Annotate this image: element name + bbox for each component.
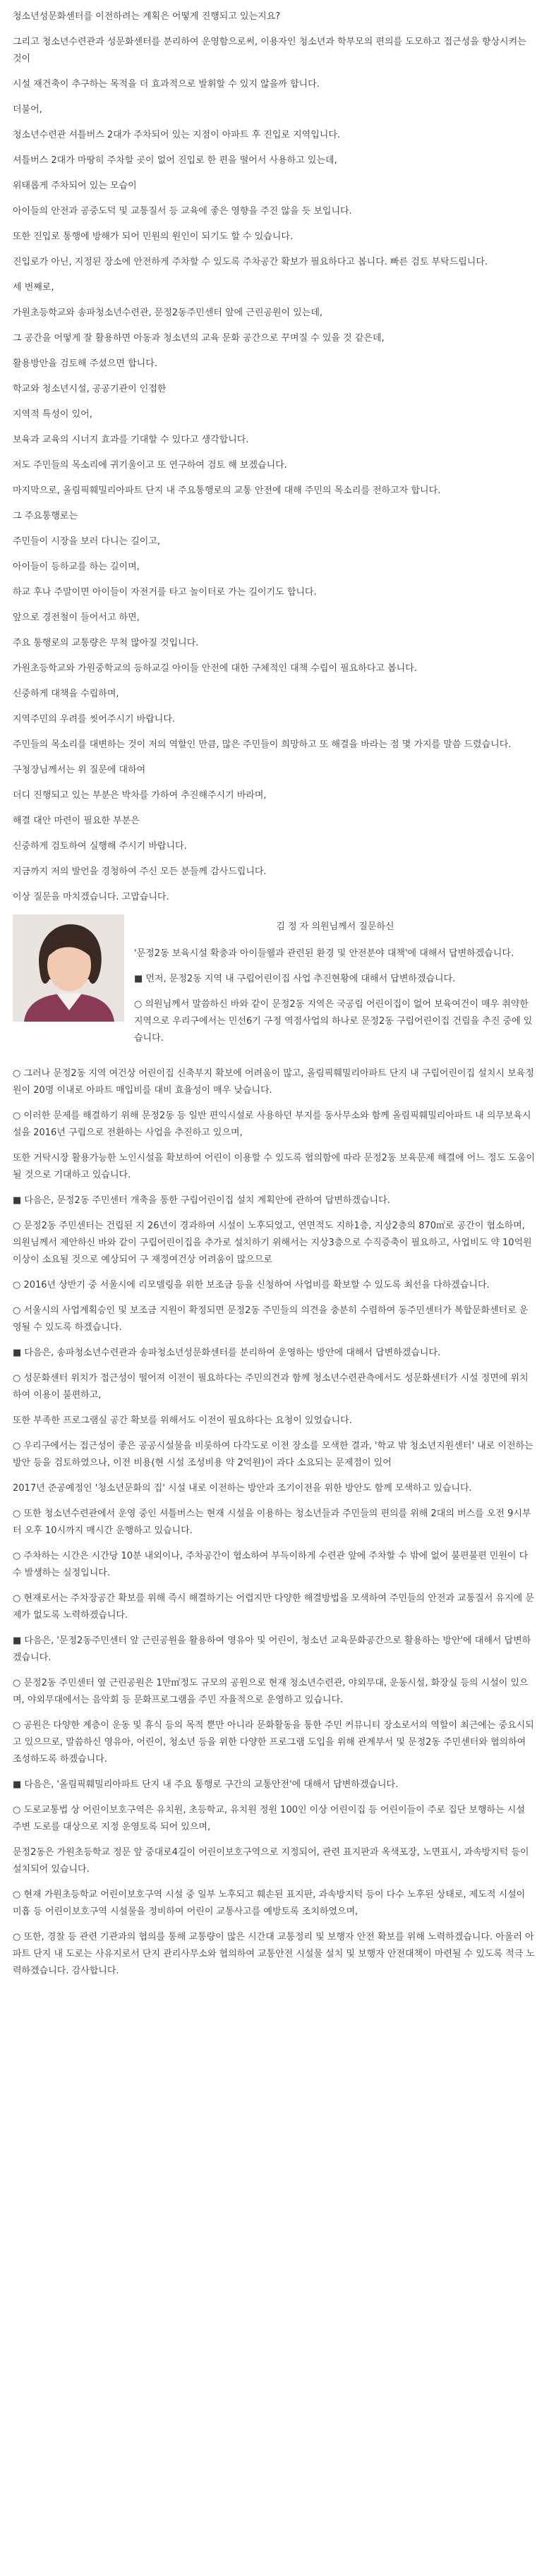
speaker-name: 김 정 자 의원님께서 질문하신 <box>276 921 394 932</box>
paragraph: ○ 문정2동 주민센터 옆 근린공원은 1만㎡정도 규모의 공원으로 현재 청소년수련관, 야외무대, 운동시설, 화장실 등의 시설이 있으며, 야외무대에서는 음악회 등 문화프로그램을 주민 자율적으로 운영하고 있습니다. <box>13 1678 529 1705</box>
paragraph: 가원초등학교와 송파청소년수련관, 문정2동주민센터 앞에 근린공원이 있는데, <box>13 308 323 318</box>
paragraph: 아이들이 등하교를 하는 길이며, <box>13 562 140 572</box>
paragraph: 학교와 청소년시설, 공공기관이 인접한 <box>13 384 167 394</box>
paragraph: 주요 통행로의 교통량은 무척 많아질 것입니다. <box>13 638 199 648</box>
paragraph: 그 공간을 어떻게 잘 활용하면 아동과 청소년의 교육 문화 공간으로 꾸며질 수 있을 것 같은데, <box>13 333 385 344</box>
question-section <box>13 8 536 906</box>
paragraph: 지역적 특성이 있어, <box>13 409 92 420</box>
paragraph: 주민들이 시장을 보러 다니는 길이고, <box>13 536 161 547</box>
paragraph: 또한 거탁시장 활용가능한 노인시설을 확보하여 어린이 이용할 수 있도록 협의함에 따라 문정2동 보육문제 해결에 어느 정도 도움이 될 것으로 기대하고 있습니다. <box>13 1153 535 1180</box>
paragraph: ○ 그러나 문정2동 지역 여건상 어린이집 신축부지 확보에 어려움이 많고, 올림픽훼밀리아파트 단지 내 구립어린이집 설치시 보육정원이 20명 이내로 아파트 매입비를 대비 효율성이 매우 낮습니다. <box>13 1068 534 1096</box>
paragraph: ○ 현재로서는 주차장공간 확보를 위해 즉시 해결하기는 어렵지만 다양한 해결방법을 모색하여 주민들의 안전과 교통질서 유지에 문제가 없도록 노력하겠습니다. <box>13 1593 534 1621</box>
paragraph: 주민들의 목소리를 대변하는 것이 저의 역할인 만큼, 많은 주민들이 희망하고 또 해결을 바라는 점 몇 가지를 말씀 드렸습니다. <box>13 739 512 750</box>
paragraph: ○ 성문화센터 위치가 접근성이 떨어져 이전이 필요하다는 주민의견과 함께 청소년수련관측에서도 성문화센터가 시설 정면에 위치하여 이용이 불편하고, <box>13 1373 529 1401</box>
paragraph: 앞으로 경전철이 들어서고 하면, <box>13 612 140 623</box>
paragraph: ○ 이러한 문제를 해결하기 위해 문정2동 등 일반 편익시설로 사용하던 부지를 동사무소와 함께 올림픽훼밀리아파트 내 의무보육시설을 2016년 구립으로 전환하는 사업을 추진하고 있으며, <box>13 1111 531 1138</box>
paragraph: ■ 다음은, '올림픽훼밀리아파트 단지 내 주요 통행로 구간의 교통안전'에 대해서 답변하겠습니다. <box>13 1779 399 1790</box>
paragraph: 청소년수련관 셔틀버스 2대가 주차되어 있는 지점이 아파트 후 진입로 지역입니다. <box>13 130 341 140</box>
paragraph: 더불어, <box>13 104 42 115</box>
paragraph: 활용방안을 검토해 주셨으면 합니다. <box>13 358 157 369</box>
speaker-info <box>134 914 536 1056</box>
paragraph: 신중하게 검토하여 실행해 주시기 바랍니다. <box>13 841 187 852</box>
paragraph: 신중하게 대책을 수립하며, <box>13 689 119 699</box>
answer-section <box>13 1065 536 1980</box>
paragraph: ○ 공원은 다양한 계층이 운동 및 휴식 등의 목적 뿐만 아니라 문화활동을 통한 주민 커뮤니티 장소로서의 역할이 최근에는 중요시되고 있으므로, 말씀하신 영유아, 어린이, 청소년 등을 위한 다양한 프로그램 도입을 위해 관계부서 및 문정2동 주민센터와 협의하여 조성하도록 하겠습니다. <box>13 1720 534 1765</box>
paragraph: 그리고 청소년수련관과 성문화센터를 분리하여 운영함으로써, 이용자인 청소년과 학부모의 편의를 도모하고 접근성을 향상시켜는 것이 <box>13 37 526 64</box>
speaker-section <box>13 914 536 1056</box>
paragraph: ○ 서울시의 사업계획승인 및 보조금 지원이 확정되면 문정2동 주민들의 의견을 충분히 수렴하여 동주민센터가 복합문화센터로 운영될 수 있도록 하겠습니다. <box>13 1305 529 1333</box>
paragraph: 또한 부족한 프로그램실 공간 확보를 위해서도 이전이 필요하다는 요청이 있었습니다. <box>13 1415 352 1426</box>
paragraph: ○ 도로교통법 상 어린이보호구역은 유치원, 초등학교, 유치원 정원 100인 이상 어린이집 등 어린이들이 주로 집단 보행하는 시설 주변 도로를 대상으로 지정 운영토록 되어 있으며, <box>13 1805 525 1832</box>
paragraph: ■ 다음은, 송파청소년수련관과 송파청소년성문화센터를 분리하여 운영하는 방안에 대해서 답변하겠습니다. <box>13 1348 441 1358</box>
paragraph: 시설 재건축이 추구하는 목적을 더 효과적으로 발휘할 수 있지 않을까 합니다. <box>13 79 320 90</box>
paragraph: 보육과 교육의 시너지 효과를 기대할 수 있다고 생각합니다. <box>13 435 249 445</box>
paragraph: 마지막으로, 올림픽훼밀리아파트 단지 내 주요통행로의 교통 안전에 대해 주민의 목소리를 전하고자 합니다. <box>13 485 441 496</box>
paragraph: 진입로가 아닌, 지정된 장소에 안전하게 주차할 수 있도록 주차공간 확보가 필요하다고 봅니다. 빠른 검토 부탁드립니다. <box>13 257 488 267</box>
paragraph: 지역주민의 우려를 씻어주시기 바랍니다. <box>13 714 176 725</box>
paragraph: '문정2동 보육시설 확충과 아이들웰과 관련된 환경 및 안전분야 대책'에 대해서 답변하겠습니다. <box>134 948 514 959</box>
paragraph: 이상 질문을 마치겠습니다. 고맙습니다. <box>13 892 169 902</box>
paragraph: 해결 대안 마련이 필요한 부분은 <box>13 816 140 826</box>
paragraph: ○ 주차하는 시간은 시간당 10분 내외이나, 주차공간이 협소하여 부득이하게 수련관 앞에 주차할 수 밖에 없어 불편불편 민원이 다수 발생하는 실정입니다. <box>13 1551 529 1578</box>
paragraph: 지금까지 저의 발언을 경청하여 주신 모든 분들께 감사드립니다. <box>13 866 267 877</box>
paragraph: ■ 다음은, '문정2동주민센터 앞 근린공원을 활용하여 영유아 및 어린이, 청소년 교육문화공간으로 활용하는 방안'에 대해서 답변하겠습니다. <box>13 1635 531 1663</box>
paragraph: ○ 현재 가원초등학교 어린이보호구역 시설 중 일부 노후되고 훼손된 표지판, 과속방지턱 등이 다수 노후된 상태로, 제도적 시설이 미흡 등 어린이보호구역 시설물을 정비하여 어린이 교통사고를 예방토록 조치하였으며, <box>13 1889 526 1917</box>
paragraph: 더디 진행되고 있는 부분은 박차를 가하여 추진해주시기 바라며, <box>13 790 267 801</box>
paragraph: ○ 문정2동 주민센터는 건립된 지 26년이 경과하여 시설이 노후되었고, 연면적도 지하1층, 지상2층의 870㎡로 공간이 협소하며, 의원님께서 제안하신 바와 같이 구립어린이집을 추가로 설치하기 위해서는 지상3층으로 수직증축이 필요하고, 사업비도 약 10억원 이상이 소요될 것으로 예상되어 구 재정여건상 어려움이 많으므로 <box>13 1221 532 1265</box>
paragraph: 또한 진입로 통행에 방해가 되어 민원의 원인이 되기도 할 수 있습니다. <box>13 231 294 242</box>
paragraph: 저도 주민들의 목소리에 귀기울이고 또 연구하여 검토 해 보겠습니다. <box>13 460 287 471</box>
paragraph: ■ 먼저, 문정2동 지역 내 구립어린이집 사업 추진현황에 대해서 답변하겠습니다. <box>134 974 456 984</box>
paragraph: 청소년성문화센터를 이전하려는 계획은 어떻게 진행되고 있는지요? <box>13 11 281 22</box>
paragraph: 가원초등학교와 가원중학교의 등하교길 아이들 안전에 대한 구체적인 대책 수립이 필요하다고 봅니다. <box>13 663 417 674</box>
paragraph: 그 주요통행로는 <box>13 511 78 521</box>
speaker-photo <box>13 914 124 1022</box>
paragraph: ○ 2016년 상반기 중 서울시에 리모델링을 위한 보조금 등을 신청하여 사업비를 확보할 수 있도록 최선을 다하겠습니다. <box>13 1280 490 1290</box>
paragraph: ■ 다음은, 문정2동 주민센터 개축을 통한 구립어린이집 설치 계획안에 관하여 답변하겠습니다. <box>13 1195 390 1206</box>
paragraph: 세 번째로, <box>13 282 54 293</box>
paragraph: 2017년 준공예정인 '청소년문화의 집' 시설 내로 이전하는 방안과 조기이전을 위한 방안도 함께 모색하고 있습니다. <box>13 1483 472 1494</box>
paragraph: ○ 또한 청소년수련관에서 운영 중인 셔틀버스는 현재 시설을 이용하는 청소년들과 주민들의 편의를 위해 2대의 버스를 오전 9시부터 오후 10시까지 매시간 운행하고 있습니다. <box>13 1508 531 1536</box>
paragraph: ○ 우리구에서는 접근성이 좋은 공공시설물을 비롯하여 다각도로 이전 장소를 모색한 결과, '학교 밖 청소년지원센터' 내로 이전하는 방안 등을 검토하였으나, 이전 비용(현 시설 조성비용 약 2억원)이 과다 소요되는 문제점이 있어 <box>13 1441 533 1468</box>
paragraph: 하교 후나 주말이면 아이들이 자전거를 타고 놀이터로 가는 길이기도 합니다. <box>13 587 317 598</box>
paragraph: ○ 또한, 경찰 등 관련 기관과의 협의를 통해 교통량이 많은 시간대 교통정리 및 보행자 안전 확보를 위해 노력하겠습니다. 아울러 아파트 단지 내 도로는 사유지로서 단지 관리사무소와 협의하여 교통안전 시설물 설치 및 보행자 안전대책이 마련될 수 있도록 적극 노력하겠습니다. 감사합니다. <box>13 1932 535 1976</box>
paragraph: 구청장님께서는 위 질문에 대하여 <box>13 765 146 775</box>
paragraph: 셔틀버스 2대가 마땅히 주차할 곳이 없어 진입로 한 편을 떨어서 사용하고 있는데, <box>13 155 337 166</box>
paragraph: ○ 의원님께서 말씀하신 바와 같이 문정2동 지역은 국공립 어린이집이 없어 보육여건이 매우 취약한 지역으로 우리구에서는 민선6기 구정 역점사업의 하나로 문정2동 구립어린이집 건립을 추진 중에 있습니다. <box>134 999 533 1044</box>
paragraph: 아이들의 안전과 공중도덕 및 교통질서 등 교육에 좋은 영향을 주진 않을 듯 보입니다. <box>13 206 352 217</box>
paragraph: 위태롭게 주차되어 있는 모습이 <box>13 181 137 191</box>
paragraph: 문정2동은 가원초등학교 정문 앞 중대로4길이 어린이보호구역으로 지정되어, 관련 표지판과 옥색포장, 노면표시, 과속방지턱 등이 설치되어 있습니다. <box>13 1847 529 1875</box>
